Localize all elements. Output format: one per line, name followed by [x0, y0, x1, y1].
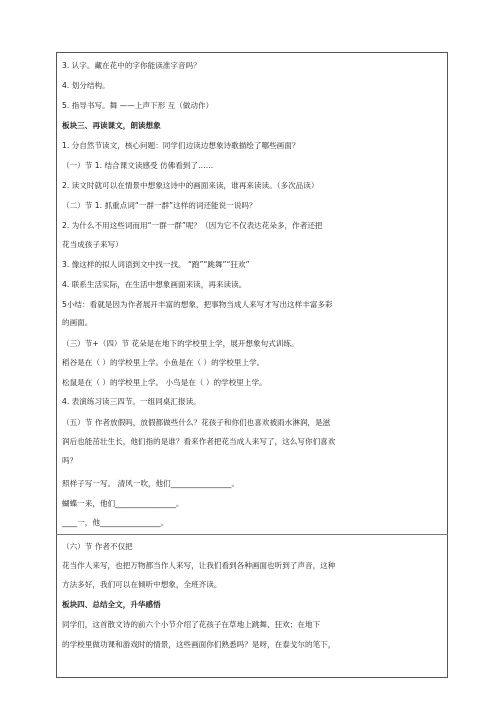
text-line: 4. 划分结构。: [62, 81, 110, 90]
text-line: 吗？: [62, 456, 78, 465]
text-line: 的画面。: [62, 318, 93, 327]
text-line: 5小结：看就是因为作者展开丰富的想象，把事物当成人来写才写出这样丰富多彩: [62, 300, 333, 309]
text-line: 照样子写一写。 清风一吹，他们________________。: [62, 479, 240, 488]
text-line: （二）节 1. 抓重点词“一群一群”这样的词还能说一说吗？: [62, 201, 257, 210]
text-line: 4. 表演练习读三四节。一组同桌汇报读。: [62, 397, 201, 406]
text-line: 花当成孩子来写）: [62, 240, 123, 249]
text-line: （六）节 作者不仅把: [62, 542, 133, 551]
text-line: 同学们，这首散文诗的前六个小节介绍了花孩子在草地上跳舞、狂欢；在地下: [62, 620, 321, 629]
text-line: 5. 指导书写。舞 ——上声下形 互（做动作）: [62, 101, 214, 110]
text-line: 润后也能茁壮生长，他们指的是谁？看来作者把花当成人来写了，这么写你们喜欢: [62, 437, 336, 446]
text-line: （五）节 作者放假吗，放假都做些什么？花孩子和你们也喜欢被雨水淋润，是滋: [62, 418, 331, 427]
section-heading: 板块四、总结全文，升华感悟: [62, 600, 161, 609]
text-line: 4. 联系生活实际，在生活中想象画面来读，再来读读。: [62, 280, 247, 289]
text-line: 花当作人来写，也把万物都当作人来写，让我们看到各种画面也听到了声音，这种: [62, 561, 336, 570]
text-line: 的学校里做功课和游戏时的情景，这些画面你们熟悉吗？是呀，在泰戈尔的笔下，: [62, 640, 336, 649]
text-line: 2. 为什么不用这些词而用“一群一群”呢？（因为它不仅表达花朵多，作者还把: [62, 221, 323, 230]
row-divider: [56, 534, 448, 535]
text-line: 3. 认字。藏在花中的字你能读准字音吗？: [62, 61, 201, 70]
text-line: 3. 像这样的拟人词语到文中找一找。 “跑”“跳舞”“狂欢”: [62, 260, 250, 269]
section-heading: 板块三、再读课文，朗读想象: [62, 121, 161, 130]
text-line: 方法多好，我们可以在倾听中想象，全班齐读。: [62, 580, 222, 589]
text-line: ____一，他________________。: [62, 518, 169, 527]
text-line: 2. 读文时就可以在情景中想象这诗中的画面来读，谁再来读读。（多次品读）: [62, 181, 319, 190]
text-line: 松鼠是在（ ）的学校里上学。 小鸟是在（ ）的学校里上学。: [62, 378, 267, 387]
text-line: 稻谷是在（ ）的学校里上学。小鱼是在（ ）的学校里上学。: [62, 358, 265, 367]
text-line: 1. 分自然节读文，核心问题：同学们边读边想象诗歌描绘了哪些画面？: [62, 141, 300, 150]
text-line: （一）节 1. 结合课文读感受 仿佛看到了……: [62, 161, 214, 170]
text-line: 蝴蝶一来，他们________________。: [62, 499, 184, 508]
text-line: （三）节+（四）节 花朵是在地下的学校里上学，展开想象句式训练。: [62, 339, 299, 348]
